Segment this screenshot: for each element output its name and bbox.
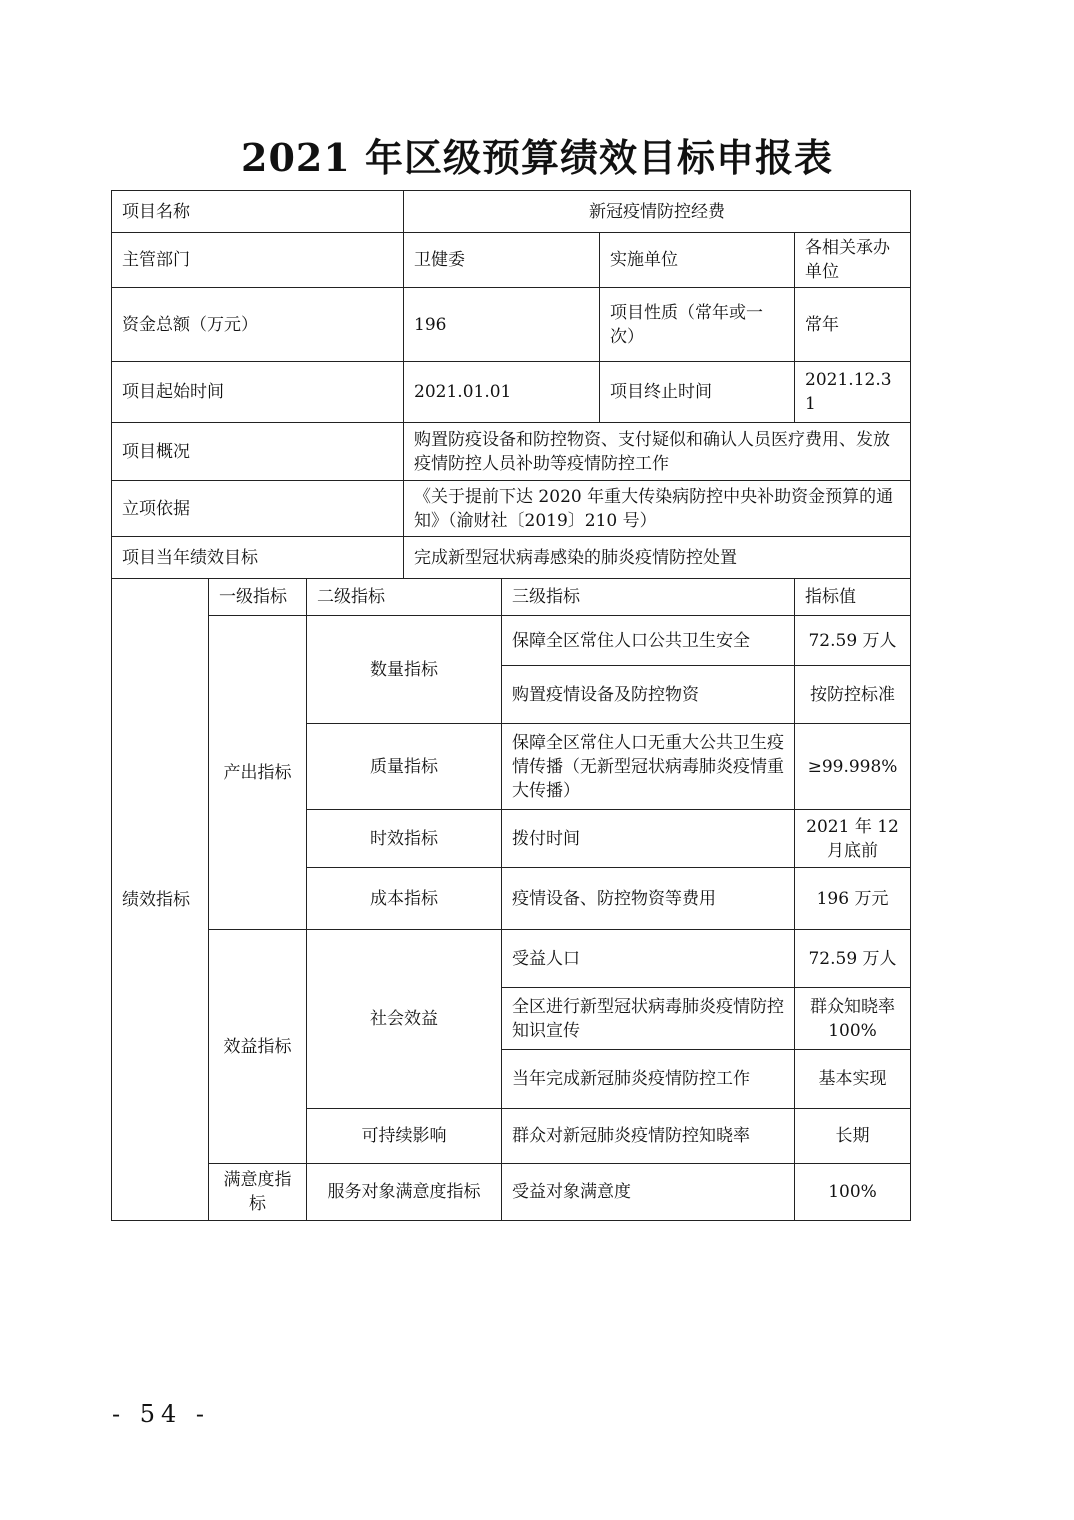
quality-desc: 保障全区常住人口无重大公共卫生疫情传播（无新型冠状病毒肺炎疫情重大传播）	[502, 724, 795, 810]
row-indicator-header	[112, 579, 911, 616]
row-dates	[112, 362, 911, 423]
social-value-3: 基本实现	[795, 1050, 911, 1109]
social-label: 社会效益	[307, 930, 502, 1109]
basis-value: 《关于提前下达 2020 年重大传染病防控中央补助资金预算的通知》（渝财社〔2019〕210 号）	[404, 481, 911, 537]
dept-label: 主管部门	[112, 233, 404, 288]
row-project-name	[112, 191, 911, 233]
page-title: 2021 年区级预算绩效目标申报表	[241, 135, 833, 180]
social-value-2: 群众知晓率 100%	[795, 988, 911, 1050]
project-name-label: 项目名称	[112, 191, 404, 233]
row-funding	[112, 288, 911, 362]
social-desc-1: 受益人口	[502, 930, 795, 988]
satisfaction-sub-label: 服务对象满意度指标	[307, 1164, 502, 1221]
quantity-value-1: 72.59 万人	[795, 616, 911, 666]
start-value: 2021.01.01	[404, 362, 600, 423]
fund-label: 资金总额（万元）	[112, 288, 404, 362]
timeliness-value: 2021 年 12 月底前	[795, 810, 911, 868]
fund-value: 196	[404, 288, 600, 362]
social-desc-3: 当年完成新冠肺炎疫情防控工作	[502, 1050, 795, 1109]
quantity-label: 数量指标	[307, 616, 502, 724]
project-name-value: 新冠疫情防控经费	[404, 191, 911, 233]
quantity-desc-2: 购置疫情设备及防控物资	[502, 666, 795, 724]
sustain-value: 长期	[795, 1109, 911, 1164]
social-value-1: 72.59 万人	[795, 930, 911, 988]
budget-performance-table	[111, 190, 911, 1221]
goal-label: 项目当年绩效目标	[112, 537, 404, 579]
header-value: 指标值	[795, 579, 911, 616]
table-row	[112, 1164, 911, 1221]
timeliness-desc: 拨付时间	[502, 810, 795, 868]
cost-label: 成本指标	[307, 868, 502, 930]
satisfaction-value: 100%	[795, 1164, 911, 1221]
sustain-label: 可持续影响	[307, 1109, 502, 1164]
impl-label	[600, 233, 795, 288]
quantity-value-2: 按防控标准	[795, 666, 911, 724]
quality-value: ≥99.998%	[795, 724, 911, 810]
row-goal	[112, 537, 911, 579]
section-label: 绩效指标	[122, 889, 190, 910]
end-label: 项目终止时间	[600, 362, 795, 423]
cost-value: 196 万元	[795, 868, 911, 930]
quality-label: 质量指标	[307, 724, 502, 810]
nature-value: 常年	[795, 288, 911, 362]
overview-value: 购置防疫设备和防控物资、支付疑似和确认人员医疗费用、发放疫情防控人员补助等疫情防控工作	[404, 423, 911, 481]
satisfaction-label: 满意度指标	[209, 1164, 307, 1221]
header-level2: 二级指标	[307, 579, 502, 616]
row-overview	[112, 423, 911, 481]
section-label-cell	[112, 579, 209, 1221]
impl-label-text: 实施单位	[610, 250, 679, 270]
dept-value: 卫健委	[404, 233, 600, 288]
header-level3: 三级指标	[502, 579, 795, 616]
timeliness-label: 时效指标	[307, 810, 502, 868]
goal-value: 完成新型冠状病毒感染的肺炎疫情防控处置	[404, 537, 911, 579]
start-label: 项目起始时间	[112, 362, 404, 423]
impl-value: 各相关承办单位	[795, 233, 911, 288]
sustain-desc: 群众对新冠肺炎疫情防控知晓率	[502, 1109, 795, 1164]
page-number: - 54 -	[112, 1400, 211, 1428]
social-desc-2: 全区进行新型冠状病毒肺炎疫情防控知识宣传	[502, 988, 795, 1050]
cost-desc: 疫情设备、防控物资等费用	[502, 868, 795, 930]
output-label: 产出指标	[209, 616, 307, 930]
header-level1: 一级指标	[209, 579, 307, 616]
quantity-desc-1: 保障全区常住人口公共卫生安全	[502, 616, 795, 666]
row-department	[112, 233, 911, 288]
row-basis	[112, 481, 911, 537]
basis-label: 立项依据	[112, 481, 404, 537]
table-row	[112, 616, 911, 666]
overview-label: 项目概况	[112, 423, 404, 481]
nature-label: 项目性质（常年或一次）	[600, 288, 795, 362]
end-value: 2021.12.31	[795, 362, 911, 423]
benefit-label: 效益指标	[209, 930, 307, 1164]
table-row	[112, 930, 911, 988]
satisfaction-desc: 受益对象满意度	[502, 1164, 795, 1221]
